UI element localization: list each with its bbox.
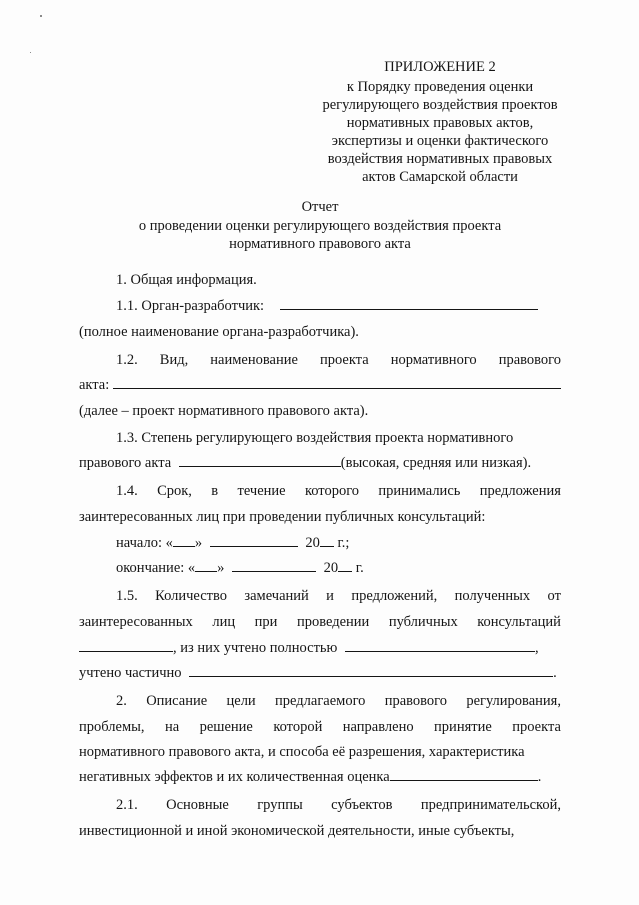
dot: . [553,665,557,681]
word: наименование [210,352,298,368]
word: проведении [296,614,370,630]
word: и [326,588,334,604]
year-suffix: г.; [333,535,350,551]
word: которого [304,483,360,499]
start-day-field[interactable] [173,533,195,547]
scan-speck [40,15,42,17]
word: 2.1. [116,797,138,813]
end-year-field[interactable] [338,558,352,572]
word: в [211,483,219,499]
appendix-line: воздействия нормативных правовых [327,151,553,167]
word: группы [257,797,303,813]
word: предпринимательской, [420,797,561,813]
word: направлено [342,719,414,735]
report-heading [80,198,560,254]
end-date-row [116,558,561,578]
section-2-line1 [79,691,561,711]
word: на [164,719,180,735]
end-label: окончание: « [116,560,196,576]
developer-field[interactable] [280,296,538,310]
section-1-5-line1 [79,586,561,606]
scan-speck [30,52,31,53]
report-title: Отчет [301,199,339,215]
word: консультаций [477,614,561,630]
appendix-line: экспертизы и оценки фактического [331,133,549,149]
fully-considered-label: , из них учтено полностью [173,640,338,656]
section-1-heading: 1. Общая информация. [116,272,257,288]
start-label: начало: « [116,535,173,551]
appendix-line: к Порядку проведения оценки [346,79,534,95]
negative-effects-label: негативных эффектов и их количественная оценка [79,769,390,785]
section-2-1-line1 [79,795,561,815]
section-2-line4 [79,767,561,787]
section-2-line2 [79,717,561,737]
word: правового [384,693,447,709]
word: принятие [434,719,492,735]
appendix-line: регулирующего воздействия проектов [322,97,558,113]
word: проекта [512,719,561,735]
word: Описание [146,693,208,709]
word: полученных [454,588,531,604]
appendix-header [300,58,580,186]
impact-options: (высокая, средняя или низкая). [340,455,532,471]
word: проблемы, [79,719,145,735]
word: Количество [155,588,227,604]
word: 1.2. [116,352,138,368]
word: публичных [388,614,458,630]
year-prefix: 20 [305,535,320,551]
word: течение [237,483,286,499]
word: Основные [166,797,229,813]
impact-label: правового акта [79,455,172,471]
word: от [547,588,561,604]
start-date-row [116,533,561,553]
word: предлагаемого [275,693,366,709]
start-year-field[interactable] [320,533,334,547]
section-1-5-line3 [79,638,561,658]
appendix-line: нормативных правовых актов, [346,115,534,131]
word: правового [498,352,561,368]
developer-label: 1.1. Орган-разработчик: [116,298,265,314]
end-month-field[interactable] [232,558,316,572]
word: замечаний [244,588,309,604]
section-1-3-line2 [79,453,561,473]
word: регулирования, [466,693,561,709]
year-suffix: г. [352,560,364,576]
act-note: (далее – проект нормативного правового акта). [79,403,369,419]
word: 1.4. [116,483,138,499]
word: предложений, [351,588,438,604]
section-1-2-line2 [79,375,561,395]
section-2-line3: нормативного правового акта, и способа её разрешения, характеристика [79,744,525,760]
word: решение [199,719,253,735]
developer-note: (полное наименование органа-разработчика). [79,324,359,340]
word: предложения [479,483,561,499]
section-1-4-line1 [79,481,561,501]
appendix-title: ПРИЛОЖЕНИЕ 2 [384,59,496,75]
section-1-2-line1 [79,350,561,370]
word: лиц [212,614,236,630]
word: Вид, [159,352,189,368]
act-label: акта: [79,377,110,393]
word: Срок, [157,483,192,499]
section-1-4-line2: заинтересованных лиц при проведении публичных консультаций: [79,509,486,525]
word: цели [226,693,256,709]
section-1-5-line4 [79,663,561,683]
word: которой [273,719,323,735]
end-day-field[interactable] [195,558,217,572]
comma: , [534,640,539,656]
act-field[interactable] [113,375,561,389]
negative-effects-field[interactable] [390,767,538,781]
report-subtitle-line: нормативного правового акта [229,236,411,252]
word: 2. [116,693,127,709]
start-month-field[interactable] [210,533,298,547]
appendix-line: актов Самарской области [362,169,518,185]
fully-considered-field[interactable] [345,638,535,652]
word: заинтересованных [79,614,193,630]
year-prefix: 20 [323,560,339,576]
impact-level-field[interactable] [179,453,341,467]
word: принимались [378,483,461,499]
word: 1.5. [116,588,138,604]
section-2-1-line2: инвестиционной и иной экономической деятельности, иные субъекты, [79,823,515,839]
word: субъектов [331,797,393,813]
report-subtitle-line: о проведении оценки регулирующего воздействия проекта [138,217,502,234]
quote-close: » [217,560,225,576]
partial-label: учтено частично [79,665,182,681]
word: проекта [319,352,369,368]
dot: . [537,769,542,785]
total-comments-field[interactable] [79,638,173,652]
section-1-3-line1: 1.3. Степень регулирующего воздействия проекта нормативного [116,430,514,446]
word: при [254,614,278,630]
quote-close: » [194,535,203,551]
section-1-1 [79,296,598,316]
word: нормативного [390,352,477,368]
section-1-5-line2 [79,612,561,632]
partially-considered-field[interactable] [189,663,553,677]
